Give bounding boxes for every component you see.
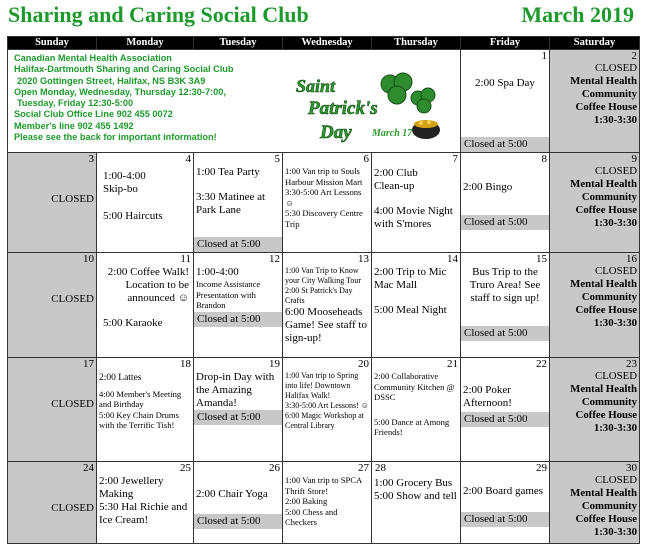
closed-at-label: Closed at 5:00 bbox=[461, 215, 549, 230]
week-row-2 bbox=[8, 153, 640, 253]
day-number: 23 bbox=[626, 358, 637, 370]
logo-word-patricks: Patrick's bbox=[308, 98, 378, 119]
event-text: 5:30 Hal Richie and Ice Cream! bbox=[99, 501, 188, 526]
closed-at-label: Closed at 5:00 bbox=[461, 326, 549, 341]
closed-at-label: Closed at 5:00 bbox=[194, 514, 282, 529]
weekday-header-row bbox=[8, 37, 640, 50]
event-text: 2:00 Spa Day bbox=[475, 77, 535, 89]
day-number: 2 bbox=[631, 50, 637, 62]
day-cell-13 bbox=[283, 253, 372, 358]
event-text: 2:00 Bingo bbox=[463, 181, 513, 193]
day-number: 28 bbox=[375, 462, 386, 474]
club-title: Sharing and Caring Social Club bbox=[8, 2, 309, 27]
day-number: 14 bbox=[447, 253, 458, 265]
week-row-5 bbox=[8, 462, 640, 544]
day-cell-19 bbox=[194, 358, 283, 462]
day-number: 12 bbox=[269, 253, 280, 265]
event-text: 5:00 Show and tell bbox=[374, 490, 457, 502]
event-text: 1:00-4:00 bbox=[196, 266, 239, 278]
info-line: Social Club Office Line 902 455 0072 bbox=[14, 109, 173, 120]
event-text: 2:00 Coffee Walk! Location to be announced ☺ bbox=[107, 266, 189, 304]
event-text: 2:00 Baking bbox=[285, 496, 328, 507]
day-cell-14 bbox=[372, 253, 461, 358]
day-cell-2 bbox=[550, 50, 640, 153]
saturday-events bbox=[552, 359, 637, 435]
info-line: Tuesday, Friday 12:30-5:00 bbox=[17, 98, 134, 109]
info-line: Halifax-Dartmouth Sharing and Caring Social Club bbox=[14, 64, 234, 75]
event-line: Community bbox=[581, 396, 637, 408]
day-number: 6 bbox=[363, 153, 369, 165]
closed-label: CLOSED bbox=[595, 165, 637, 177]
event-line: Coffee House bbox=[575, 513, 637, 525]
day-cell-1 bbox=[461, 50, 550, 153]
day-number: 18 bbox=[180, 358, 191, 370]
dow-wednesday: Wednesday bbox=[283, 37, 372, 50]
closed-at-label: Closed at 5:00 bbox=[461, 512, 549, 527]
event-line: Community bbox=[581, 191, 637, 203]
day-number: 21 bbox=[447, 358, 458, 370]
day-cell-20 bbox=[283, 358, 372, 462]
day-number: 30 bbox=[626, 462, 637, 474]
day-cell-6 bbox=[283, 153, 372, 253]
day-cell-5 bbox=[194, 153, 283, 253]
event-line: Community bbox=[581, 291, 637, 303]
day-number: 4 bbox=[185, 153, 191, 165]
calendar-grid bbox=[7, 36, 640, 544]
dow-tuesday: Tuesday bbox=[194, 37, 283, 50]
day-number: 10 bbox=[83, 253, 94, 265]
event-text: 1:00 Grocery Bus bbox=[374, 477, 453, 489]
day-cell-22 bbox=[461, 358, 550, 462]
day-number: 29 bbox=[536, 462, 547, 474]
day-cell-12 bbox=[194, 253, 283, 358]
event-line: Coffee House bbox=[575, 101, 637, 113]
event-text: 5:00 Meal Night bbox=[374, 304, 447, 316]
event-line: Community bbox=[581, 88, 637, 100]
event-text: 3:30-5:00 Art Lessons! ☺ bbox=[285, 401, 369, 410]
info-line: Member's line 902 455 1492 bbox=[14, 120, 134, 131]
day-number: 5 bbox=[274, 153, 280, 165]
event-text: 5:00 Karaoke bbox=[103, 317, 163, 329]
day-number: 25 bbox=[180, 462, 191, 474]
day-number: 19 bbox=[269, 358, 280, 370]
event-text: 2:00 Jewellery Making bbox=[99, 475, 164, 500]
day-number: 9 bbox=[631, 153, 637, 165]
day-cell-25 bbox=[97, 462, 194, 544]
day-cell-18 bbox=[97, 358, 194, 462]
closed-at-label: Closed at 5:00 bbox=[461, 137, 549, 152]
event-text: 2:00 Board games bbox=[463, 485, 544, 497]
logo-word-day: Day bbox=[320, 122, 352, 143]
event-text: 6:00 Mooseheads Game! See staff to sign-up! bbox=[285, 306, 367, 344]
saturday-events bbox=[552, 154, 637, 230]
day-cell-27 bbox=[283, 462, 372, 544]
day-cell-23 bbox=[550, 358, 640, 462]
event-text: 2:00 Trip to Mic Mac Mall bbox=[374, 266, 447, 291]
saturday-events bbox=[552, 463, 637, 539]
event-text: 5:00 Dance at Among Friends! bbox=[374, 416, 450, 438]
day-number: 27 bbox=[358, 462, 369, 474]
event-text: 2:00 Club Clean-up bbox=[374, 167, 418, 192]
event-line: 1:30-3:30 bbox=[593, 526, 637, 538]
event-text: 3:30-5:00 Art Lessons☺ bbox=[285, 187, 362, 208]
closed-at-label: Closed at 5:00 bbox=[194, 312, 282, 327]
day-number: 13 bbox=[358, 253, 369, 265]
event-line: Mental Health bbox=[570, 178, 637, 190]
dow-thursday: Thursday bbox=[372, 37, 461, 50]
event-text: 1:00 Van Trip to Know your City Walking Tour bbox=[285, 266, 362, 285]
day-number: 26 bbox=[269, 462, 280, 474]
event-text: 1:00 Tea Party bbox=[196, 166, 260, 178]
event-text: 1:00 Van trip to Spring into life! Downtown Halifax Walk! bbox=[285, 371, 359, 400]
event-text: 1:00 Van trip to SPCA Thrift Store! bbox=[285, 475, 362, 496]
saturday-events bbox=[552, 51, 637, 127]
day-cell-26 bbox=[194, 462, 283, 544]
st-patricks-day-logo bbox=[278, 68, 448, 152]
day-cell-7 bbox=[372, 153, 461, 253]
event-line: Coffee House bbox=[575, 409, 637, 421]
closed-at-label: Closed at 5:00 bbox=[194, 410, 282, 425]
event-text: 3:30 Matinee at Park Lane bbox=[196, 191, 266, 216]
event-text: 5:00 Chess and Checkers bbox=[285, 506, 338, 528]
dow-friday: Friday bbox=[461, 37, 550, 50]
day-cell-24 bbox=[8, 462, 97, 544]
day-number: 1 bbox=[541, 50, 547, 62]
event-text: 5:00 Haircuts bbox=[103, 210, 163, 222]
logo-date: March 17 bbox=[372, 128, 413, 139]
week-row-1 bbox=[8, 50, 640, 153]
event-line: Mental Health bbox=[570, 75, 637, 87]
day-cell-16 bbox=[550, 253, 640, 358]
day-number: 7 bbox=[452, 153, 458, 165]
day-number: 15 bbox=[536, 253, 547, 265]
event-text: 2:00 Collaborative Community Kitchen @ DSSC bbox=[374, 371, 455, 403]
day-number: 17 bbox=[83, 358, 94, 370]
event-line: 1:30-3:30 bbox=[593, 114, 637, 126]
event-line: Community bbox=[581, 500, 637, 512]
event-text: Skip-bo bbox=[103, 183, 138, 195]
day-number: 22 bbox=[536, 358, 547, 370]
day-cell-29 bbox=[461, 462, 550, 544]
event-text: 1:00 Van trip to Souls Harbour Mission Mart bbox=[285, 166, 363, 187]
info-line: Please see the back for important information! bbox=[14, 132, 217, 143]
day-cell-4 bbox=[97, 153, 194, 253]
event-text: 2:00 Lattes bbox=[99, 373, 142, 383]
info-line: Open Monday, Wednesday, Thursday 12:30-7:00, bbox=[14, 86, 226, 97]
day-number: 24 bbox=[83, 462, 94, 474]
info-line: Canadian Mental Health Association bbox=[14, 53, 172, 63]
day-number: 3 bbox=[88, 153, 94, 165]
day-cell-11 bbox=[97, 253, 194, 358]
event-line: 1:30-3:30 bbox=[593, 217, 637, 229]
day-number: 8 bbox=[541, 153, 547, 165]
day-cell-15 bbox=[461, 253, 550, 358]
closed-label: CLOSED bbox=[51, 502, 94, 514]
day-cell-8 bbox=[461, 153, 550, 253]
dow-sunday: Sunday bbox=[8, 37, 97, 50]
closed-label: CLOSED bbox=[595, 474, 637, 486]
week-row-3 bbox=[8, 253, 640, 358]
day-cell-28 bbox=[372, 462, 461, 544]
closed-label: CLOSED bbox=[595, 62, 637, 74]
event-line: Coffee House bbox=[575, 304, 637, 316]
day-number: 11 bbox=[180, 253, 191, 265]
event-line: 1:30-3:30 bbox=[593, 317, 637, 329]
event-text: 2:00 Chair Yoga bbox=[196, 488, 268, 500]
event-line: Mental Health bbox=[570, 487, 637, 499]
closed-label: CLOSED bbox=[51, 398, 94, 410]
week-row-4 bbox=[8, 358, 640, 462]
event-text: 1:00-4:00 bbox=[103, 170, 146, 182]
day-cell-3 bbox=[8, 153, 97, 253]
info-line: 2020 Gottingen Street, Halifax, NS B3K 3A9 bbox=[17, 75, 206, 86]
event-line: 1:30-3:30 bbox=[593, 422, 637, 434]
day-number: 20 bbox=[358, 358, 369, 370]
event-text: 4:00 Member's Meeting and Birthday bbox=[99, 388, 182, 410]
event-line: Coffee House bbox=[575, 204, 637, 216]
dow-saturday: Saturday bbox=[550, 37, 640, 50]
event-text: 2:00 St Patrick's Day Crafts bbox=[285, 286, 353, 305]
event-text: Drop-in Day with the Amazing Amanda! bbox=[196, 371, 275, 409]
event-text: 4:00 Movie Night with S'mores bbox=[374, 205, 453, 230]
event-line: Mental Health bbox=[570, 383, 637, 395]
logo-word-saint: Saint bbox=[296, 76, 336, 96]
event-text: 5:30 Discovery Centre Trip bbox=[285, 208, 363, 229]
day-cell-30 bbox=[550, 462, 640, 544]
closed-label: CLOSED bbox=[51, 293, 94, 305]
event-text: 6:00 Magic Workshop at Central Library bbox=[285, 411, 364, 430]
closed-label: CLOSED bbox=[595, 265, 637, 277]
month-title: March 2019 bbox=[521, 2, 634, 27]
day-cell-9 bbox=[550, 153, 640, 253]
day-cell-17 bbox=[8, 358, 97, 462]
event-text: Income Assistance Presentation with Brandon bbox=[196, 279, 261, 311]
closed-at-label: Closed at 5:00 bbox=[461, 412, 549, 427]
closed-at-label: Closed at 5:00 bbox=[194, 237, 282, 252]
day-number: 16 bbox=[626, 253, 637, 265]
info-block bbox=[8, 50, 461, 153]
day-cell-21 bbox=[372, 358, 461, 462]
event-line: Mental Health bbox=[570, 278, 637, 290]
closed-label: CLOSED bbox=[595, 370, 637, 382]
closed-label: CLOSED bbox=[51, 193, 94, 205]
saturday-events bbox=[552, 254, 637, 330]
event-text: 5:00 Key Chain Drums with the Terrific Tish! bbox=[99, 409, 179, 431]
event-text: Bus Trip to the Truro Area! See staff to sign up! bbox=[469, 266, 541, 304]
day-cell-10 bbox=[8, 253, 97, 358]
dow-monday: Monday bbox=[97, 37, 194, 50]
event-text: 2:00 Poker Afternoon! bbox=[463, 384, 512, 409]
